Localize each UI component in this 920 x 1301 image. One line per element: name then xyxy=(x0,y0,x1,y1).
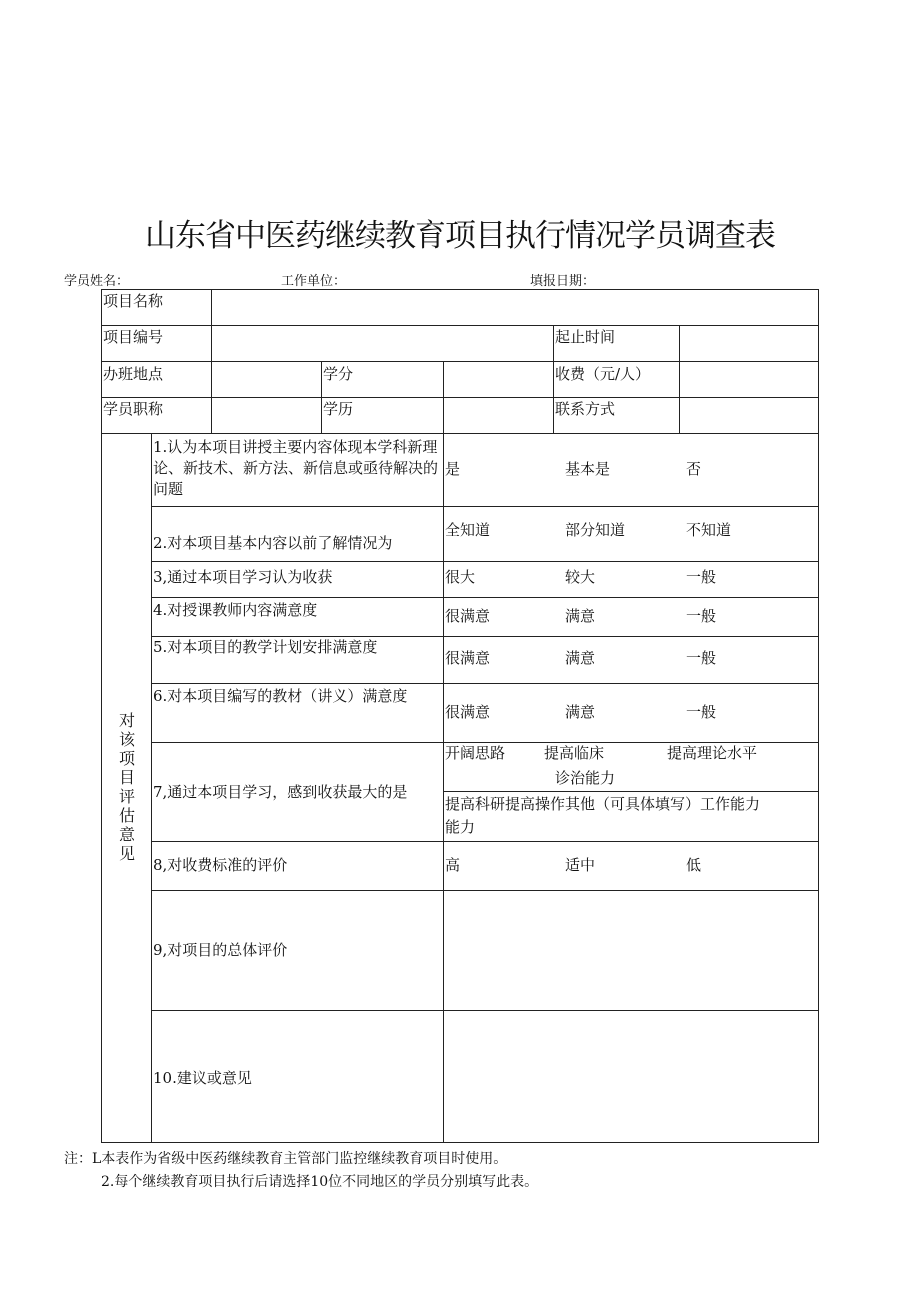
q7-option-3: 提高理论水平 xyxy=(667,744,758,762)
contact-label: 联系方式 xyxy=(555,400,616,418)
q7-option-1: 开阔思路 xyxy=(445,744,506,762)
suggestions-field[interactable] xyxy=(444,1011,818,1142)
date-label: 填报日期： xyxy=(530,274,596,289)
education-label: 学历 xyxy=(323,400,354,418)
q4-option-1: 很满意 xyxy=(445,607,491,625)
period-label: 起止时间 xyxy=(555,328,616,346)
question-10: 10.建议或意见 xyxy=(153,1069,252,1087)
q1-option-2: 基本是 xyxy=(565,460,611,478)
q2-option-1: 全知道 xyxy=(445,521,491,539)
project-no-label: 项目编号 xyxy=(103,328,164,346)
question-9: 9,对项目的总体评价 xyxy=(153,941,288,959)
q8-option-2: 适中 xyxy=(565,856,596,874)
credit-label: 学分 xyxy=(323,365,354,383)
q8-option-1: 高 xyxy=(445,856,461,874)
q7-option-2: 提高临床 xyxy=(544,744,605,762)
q1-option-1: 是 xyxy=(445,460,461,478)
q4-option-3: 一般 xyxy=(686,607,717,625)
q3-option-3: 一般 xyxy=(686,568,717,586)
eval-section-label: 对该项目评估意见 xyxy=(118,711,135,863)
question-8: 8,对收费标准的评价 xyxy=(153,856,288,874)
q7-option-4b: 能力 xyxy=(445,818,476,836)
q7-option-2b: 诊治能力 xyxy=(555,769,616,787)
q6-option-1: 很满意 xyxy=(445,703,491,721)
name-label: 学员姓名： xyxy=(64,274,130,289)
q5-option-2: 满意 xyxy=(565,649,596,667)
q4-option-2: 满意 xyxy=(565,607,596,625)
question-3: 3,通过本项目学习认为收获 xyxy=(153,568,333,586)
q2-option-2: 部分知道 xyxy=(565,521,626,539)
fee-label: 收费（元/人） xyxy=(555,365,651,383)
question-4: 4.对授课教师内容满意度 xyxy=(153,601,318,619)
title-rank-label: 学员职称 xyxy=(103,400,164,418)
q3-option-1: 很大 xyxy=(445,568,476,586)
question-7: 7,通过本项目学习，感到收获最大的是 xyxy=(153,783,408,801)
page-title: 山东省中医药继续教育项目执行情况学员调查表 xyxy=(145,218,775,254)
q6-option-2: 满意 xyxy=(565,703,596,721)
q1-option-3: 否 xyxy=(686,460,702,478)
project-name-label: 项目名称 xyxy=(103,292,164,310)
unit-label: 工作单位： xyxy=(281,274,347,289)
note-2: 2.每个继续教育项目执行后请选择10位不同地区的学员分别填写此表。 xyxy=(101,1174,539,1190)
question-1: 1.认为本项目讲授主要内容体现本学科新理论、新技术、新方法、新信息或亟待解决的问题 xyxy=(153,438,439,498)
q7-option-4: 提高科研提高操作其他（可具体填写）工作能力 xyxy=(445,795,761,813)
q6-option-3: 一般 xyxy=(686,703,717,721)
q2-option-3: 不知道 xyxy=(686,521,732,539)
survey-table xyxy=(101,289,819,1143)
note-1: 注：L本表作为省级中医药继续教育主管部门监控继续教育项目时使用。 xyxy=(64,1151,508,1167)
q5-option-3: 一般 xyxy=(686,649,717,667)
q3-option-2: 较大 xyxy=(565,568,596,586)
location-label: 办班地点 xyxy=(103,365,164,383)
overall-evaluation-field[interactable] xyxy=(444,891,818,1010)
q8-option-3: 低 xyxy=(686,856,702,874)
question-5: 5.对本项目的教学计划安排满意度 xyxy=(153,638,378,656)
question-6: 6.对本项目编写的教材（讲义）满意度 xyxy=(153,687,408,705)
question-2: 2.对本项目基本内容以前了解情况为 xyxy=(153,534,393,552)
q5-option-1: 很满意 xyxy=(445,649,491,667)
